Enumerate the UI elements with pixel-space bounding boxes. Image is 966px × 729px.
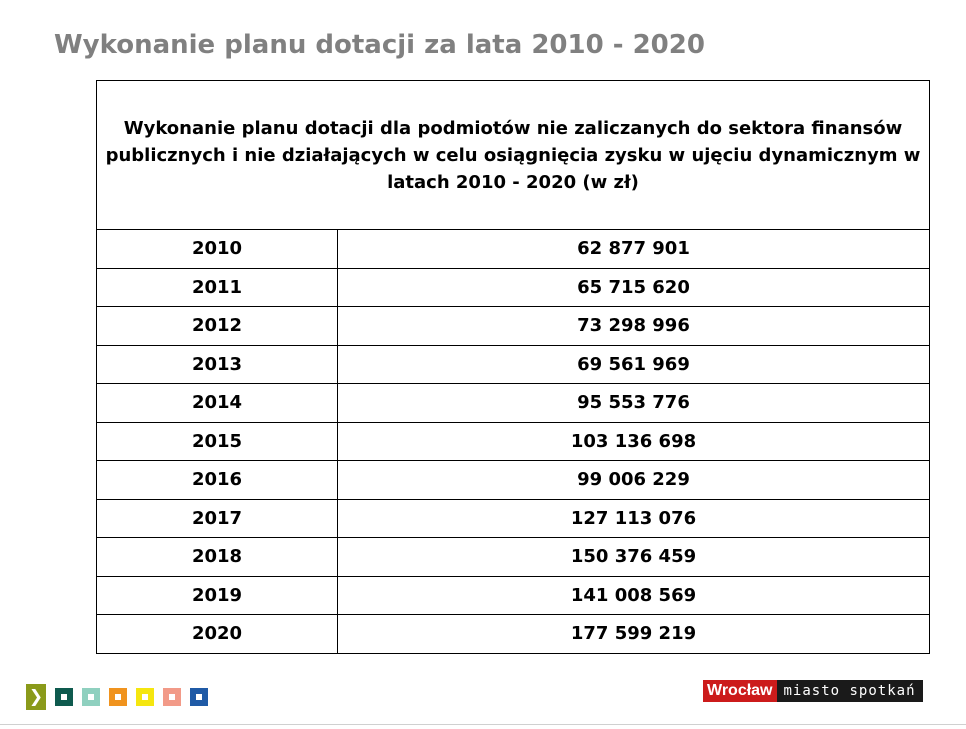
table-row	[97, 576, 930, 615]
square-icon[interactable]	[109, 688, 127, 706]
table-row	[97, 615, 930, 654]
amount-cell: 65 715 620	[338, 268, 930, 307]
year-cell: 2012	[97, 307, 338, 346]
year-cell: 2020	[97, 615, 338, 654]
table-row	[97, 384, 930, 423]
year-cell: 2013	[97, 345, 338, 384]
brand-tagline: miasto spotkań	[777, 680, 923, 702]
table-row	[97, 268, 930, 307]
year-cell: 2018	[97, 538, 338, 577]
table-row	[97, 499, 930, 538]
brand-logo	[703, 680, 923, 702]
amount-cell: 150 376 459	[338, 538, 930, 577]
slide-navigation	[26, 684, 208, 710]
amount-cell: 177 599 219	[338, 615, 930, 654]
square-icon[interactable]	[82, 688, 100, 706]
amount-cell: 73 298 996	[338, 307, 930, 346]
year-cell: 2011	[97, 268, 338, 307]
amount-cell: 127 113 076	[338, 499, 930, 538]
year-cell: 2017	[97, 499, 338, 538]
table-row	[97, 345, 930, 384]
year-cell: 2014	[97, 384, 338, 423]
amount-cell: 62 877 901	[338, 230, 930, 269]
table-row	[97, 422, 930, 461]
square-icon[interactable]	[190, 688, 208, 706]
amount-cell: 99 006 229	[338, 461, 930, 500]
amount-cell: 95 553 776	[338, 384, 930, 423]
dotation-table	[96, 80, 930, 654]
amount-cell: 141 008 569	[338, 576, 930, 615]
table-header: Wykonanie planu dotacji dla podmiotów nie zaliczanych do sektora finansów publicznych i nie działających w celu osiągnięcia zysku w ujęciu dynamicznym w latach 2010 - 2020 (w zł)	[97, 81, 930, 230]
square-icon[interactable]	[163, 688, 181, 706]
table-row	[97, 538, 930, 577]
footer-divider	[0, 724, 966, 725]
square-icon[interactable]	[55, 688, 73, 706]
chevron-right-icon[interactable]: ❯	[26, 684, 46, 710]
year-cell: 2015	[97, 422, 338, 461]
amount-cell: 103 136 698	[338, 422, 930, 461]
table-row	[97, 461, 930, 500]
page-title: Wykonanie planu dotacji za lata 2010 - 2020	[54, 30, 705, 60]
year-cell: 2016	[97, 461, 338, 500]
table-header-row	[97, 81, 930, 230]
table-row	[97, 307, 930, 346]
brand-name: Wrocław	[703, 680, 777, 702]
square-icon[interactable]	[136, 688, 154, 706]
amount-cell: 69 561 969	[338, 345, 930, 384]
table-row	[97, 230, 930, 269]
year-cell: 2019	[97, 576, 338, 615]
year-cell: 2010	[97, 230, 338, 269]
